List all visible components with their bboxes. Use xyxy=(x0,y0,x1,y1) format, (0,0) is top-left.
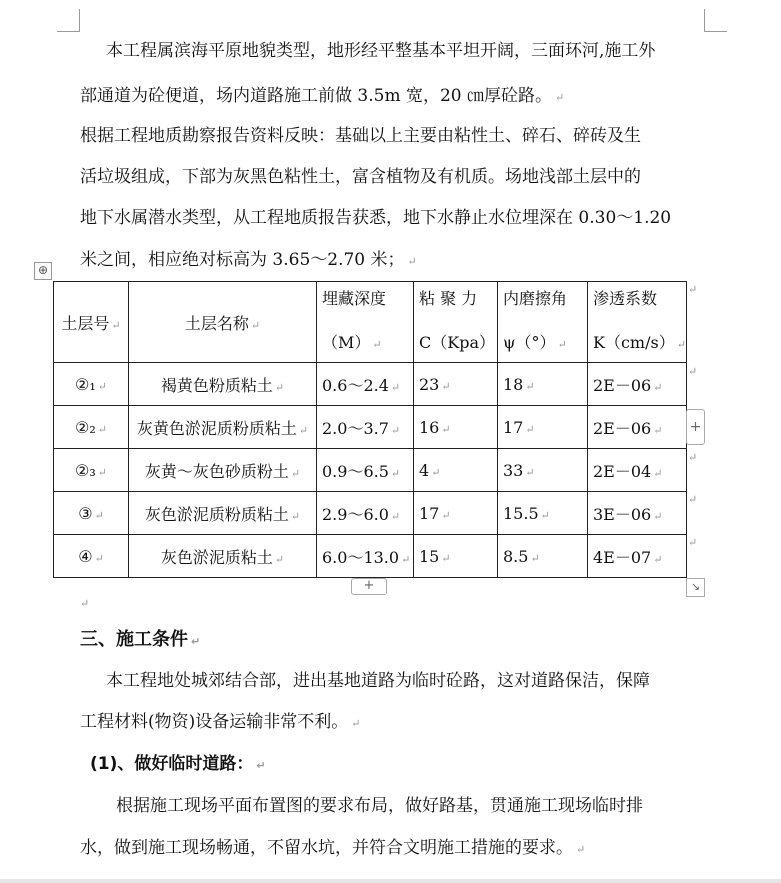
header-layer-no: 土层号 ↵ xyxy=(54,282,129,363)
table-row xyxy=(54,449,687,492)
section-para-line-2: 工程材料(物资)设备运输非常不利。 ↵ xyxy=(80,712,361,732)
header-layer-name: 土层名称 ↵ xyxy=(129,282,317,363)
header-friction: 内磨擦角 ψ（°） ↵ xyxy=(498,282,588,363)
intro-line-3: 根据工程地质勘察报告资料反映：基础以上主要由粘性土、碎石、碎砖及生 xyxy=(80,126,641,146)
cell-cohesion: 4 ↵ xyxy=(414,449,498,492)
table-row xyxy=(54,363,687,406)
cell-friction: 18 ↵ xyxy=(498,363,588,406)
cell-friction: 15.5 ↵ xyxy=(498,492,588,535)
cell-depth: 6.0～13.0 ↵ xyxy=(317,535,414,578)
cell-layer-name: 褐黄色粉质粘土 ↵ xyxy=(129,363,317,406)
empty-paragraph: ↵ xyxy=(80,597,90,610)
table-row xyxy=(54,535,687,578)
header-depth: 埋藏深度 （M） ↵ xyxy=(317,282,414,363)
cell-layer-name: 灰色淤泥质粉质粘土 ↵ xyxy=(129,492,317,535)
cell-layer-name: 灰黄色淤泥质粉质粘土 ↵ xyxy=(129,406,317,449)
margin-corner-top-right xyxy=(704,9,727,32)
cell-depth: 2.9～6.0 ↵ xyxy=(317,492,414,535)
cell-permeability: 3E－06 ↵ xyxy=(588,492,687,535)
page-bottom-edge xyxy=(0,879,781,883)
cell-permeability: 2E－06 ↵ xyxy=(588,363,687,406)
intro-line-6: 米之间，相应绝对标高为 3.65～2.70 米； ↵ xyxy=(80,250,417,270)
section-heading: 三、施工条件 ↵ xyxy=(80,629,201,650)
row-end-mark: ↵ xyxy=(688,365,698,378)
cell-depth: 2.0～3.7 ↵ xyxy=(317,406,414,449)
add-column-button[interactable]: + xyxy=(686,409,705,445)
cell-cohesion: 15 ↵ xyxy=(414,535,498,578)
cell-cohesion: 16 ↵ xyxy=(414,406,498,449)
cell-layer-no: ②₂ ↵ xyxy=(54,406,129,449)
cell-layer-no: ②₁ ↵ xyxy=(54,363,129,406)
header-cohesion: 粘 聚 力 C（Kpa） xyxy=(414,282,498,363)
cell-permeability: 4E－07 ↵ xyxy=(588,535,687,578)
table-resize-icon[interactable]: ↘ xyxy=(686,578,705,597)
cell-cohesion: 17 ↵ xyxy=(414,492,498,535)
header-permeability: 渗透系数 K（cm/s） ↵ xyxy=(588,282,687,363)
subsection-line-1: 根据施工现场平面布置图的要求布局，做好路基，贯通施工现场临时排 xyxy=(116,796,643,816)
cell-layer-name: 灰色淤泥质粘土 ↵ xyxy=(129,535,317,578)
soil-properties-table xyxy=(53,281,687,578)
cell-depth: 0.6～2.4 ↵ xyxy=(317,363,414,406)
intro-line-4: 活垃圾组成，下部为灰黑色粘性土，富含植物及有机质。场地浅部土层中的 xyxy=(80,167,641,187)
section-para-line-1: 本工程地处城郊结合部，进出基地道路为临时砼路，这对道路保洁，保障 xyxy=(106,671,650,691)
subsection-line-2: 水，做到施工现场畅通，不留水坑，并符合文明施工措施的要求。 ↵ xyxy=(80,838,586,858)
cell-friction: 8.5 ↵ xyxy=(498,535,588,578)
subsection-heading: (1)、做好临时道路： ↵ xyxy=(90,754,266,774)
intro-line-5: 地下水属潜水类型，从工程地质报告获悉，地下水静止水位埋深在 0.30～1.20 xyxy=(80,208,672,228)
cell-permeability: 2E－06 ↵ xyxy=(588,406,687,449)
cell-layer-no: ③ ↵ xyxy=(54,492,129,535)
intro-line-1: 本工程属滨海平原地貌类型，地形经平整基本平坦开阔，三面环河,施工外 xyxy=(106,41,656,61)
cell-depth: 0.9～6.5 ↵ xyxy=(317,449,414,492)
cell-friction: 17 ↵ xyxy=(498,406,588,449)
cell-layer-no: ④ ↵ xyxy=(54,535,129,578)
cell-layer-no: ②₃ ↵ xyxy=(54,449,129,492)
cell-layer-name: 灰黄～灰色砂质粉土 ↵ xyxy=(129,449,317,492)
intro-line-2: 部通道为砼便道，场内道路施工前做 3.5m 宽，20 ㎝厚砼路。 ↵ xyxy=(80,86,565,106)
cell-friction: 33 ↵ xyxy=(498,449,588,492)
table-row xyxy=(54,406,687,449)
add-row-button[interactable]: + xyxy=(351,578,387,595)
cell-permeability: 2E－04 ↵ xyxy=(588,449,687,492)
table-move-handle-icon[interactable]: ⊕ xyxy=(34,262,52,280)
cell-cohesion: 23 ↵ xyxy=(414,363,498,406)
row-end-mark: ↵ xyxy=(688,493,698,506)
table-header-row xyxy=(54,282,687,363)
row-end-mark: ↵ xyxy=(688,536,698,549)
margin-corner-top-left xyxy=(57,9,80,32)
row-end-mark: ↵ xyxy=(688,283,698,296)
row-end-mark: ↵ xyxy=(688,451,698,464)
table-row xyxy=(54,492,687,535)
